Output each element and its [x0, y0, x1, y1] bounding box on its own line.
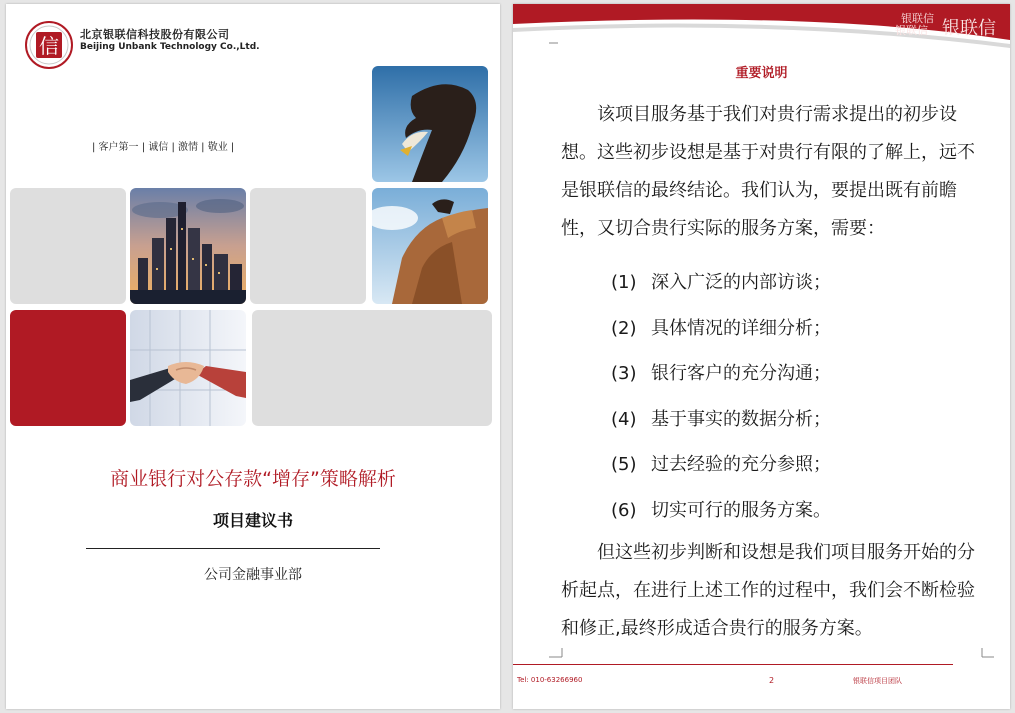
list-item: (6) 切实可行的服务方案。 [611, 499, 831, 521]
city-skyline-photo [130, 188, 246, 304]
company-name-en: Beijing Unbank Technology Co.,Ltd. [80, 42, 260, 52]
header-brand: 银联信 [942, 18, 996, 39]
intro-paragraph: 该项目服务基于我们对贵行需求提出的初步设想。这些初步设想是基于对贵行有限的了解上，远不是银联信的最终结论。我们认为，要提出既有前瞻性，又切合贵行实际的服务方案，需要： [561, 104, 975, 239]
cover-subtitle: 项目建议书 [212, 511, 293, 530]
red-accent-tile [10, 310, 126, 426]
list-item: (4) 基于事实的数据分析； [611, 408, 831, 430]
cliff-photo [372, 188, 488, 304]
crop-mark [549, 648, 563, 662]
header-watermark: 银联信 [901, 12, 934, 25]
svg-text:信: 信 [39, 34, 59, 58]
cover-title: 商业银行对公存款“增存”策略解析 [110, 468, 396, 490]
list-item: (5) 过去经验的充分参照； [611, 454, 831, 476]
cover-page [6, 4, 500, 709]
company-motto: | 客户第一 | 诚信 | 激情 | 敬业 | [92, 142, 235, 153]
department-name: 公司金融事业部 [204, 567, 302, 583]
list-item: (3) 银行客户的充分沟通； [611, 363, 831, 385]
page-number: 2 [769, 676, 775, 685]
footer-team: 银联信项目团队 [853, 677, 902, 685]
header-banner [513, 4, 1010, 48]
closing-paragraph: 但这些初步判断和设想是我们项目服务开始的分析起点，在进行上述工作的过程中，我们会不断检验和修正,最终形成适合贵行的服务方案。 [561, 542, 975, 639]
footer-phone: Tel: 010-63266960 [517, 676, 583, 684]
list-item: (1) 深入广泛的内部访谈； [611, 272, 831, 293]
grey-wide-tile [252, 310, 492, 426]
grey-tile [250, 188, 366, 304]
header-watermark: 银联信 [895, 24, 928, 37]
eagle-photo [372, 66, 488, 182]
company-name-cn: 北京银联信科技股份有限公司 [80, 28, 230, 41]
requirements-list [611, 260, 831, 534]
footer-divider [513, 664, 953, 665]
crop-mark [549, 38, 563, 52]
grey-tile [10, 188, 126, 304]
crop-mark [981, 648, 995, 662]
handshake-photo [130, 310, 246, 426]
company-logo [24, 20, 74, 70]
content-page [513, 4, 1010, 709]
title-divider [86, 548, 380, 549]
section-title: 重要说明 [735, 66, 788, 81]
list-item: (2) 具体情况的详细分析； [611, 317, 831, 339]
